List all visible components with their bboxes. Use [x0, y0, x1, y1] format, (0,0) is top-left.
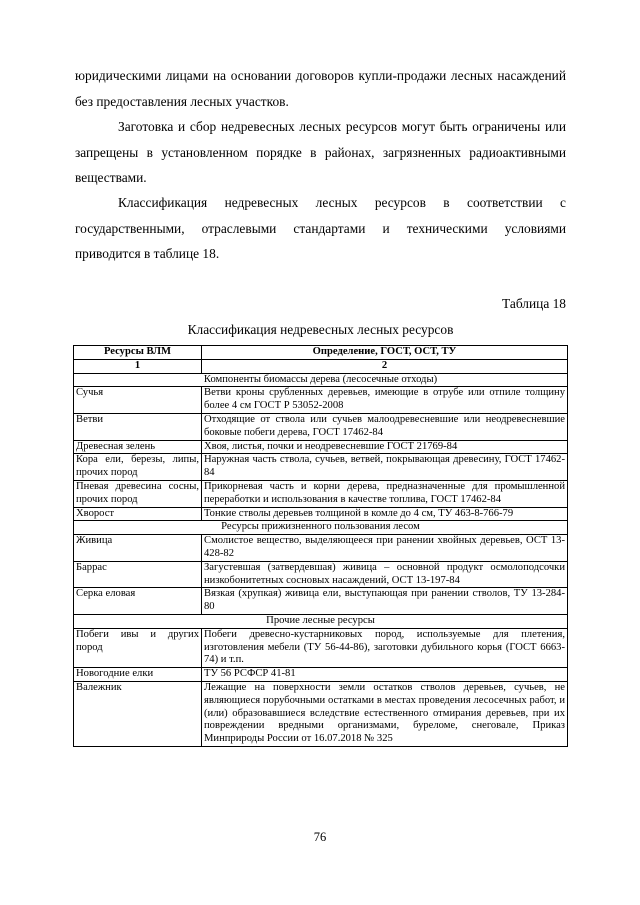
- resource-cell: Сучья: [74, 387, 202, 414]
- paragraph-3: Классификация недревесных лесных ресурсов в соответствии с государственными, отраслевыми стандартами и техническими условиями приводится в таблице 18.: [75, 195, 566, 261]
- resource-cell: Живица: [74, 535, 202, 562]
- resource-cell: Пневая древесина сосны, прочих пород: [74, 480, 202, 507]
- paragraph-2: Заготовка и сбор недревесных лесных ресурсов могут быть ограничены или запрещены в установленном порядке в районах, загрязненных радиоактивными веществами.: [75, 119, 566, 185]
- definition-cell: Смолистое вещество, выделяющееся при ранении хвойных деревьев, ОСТ 13-428-82: [202, 535, 568, 562]
- resource-cell: Побеги ивы и других пород: [74, 628, 202, 667]
- section-row: [74, 521, 568, 535]
- definition-cell: Загустевшая (затвердевшая) живица – основной продукт осмолоподсочки низкобонитетных сосновых насаждений, ОСТ 13-197-84: [202, 561, 568, 588]
- table-row: [74, 507, 568, 521]
- page-number: 76: [313, 830, 327, 844]
- table-row: [74, 387, 568, 414]
- resource-cell: Кора ели, березы, липы, прочих пород: [74, 454, 202, 481]
- table-row: [74, 628, 568, 667]
- resource-cell: Древесная зелень: [74, 440, 202, 454]
- table-label: Таблица 18: [502, 296, 566, 311]
- section-title: Ресурсы прижизненного пользования лесом: [74, 521, 568, 535]
- table-caption: Классификация недревесных лесных ресурсов: [187, 322, 454, 337]
- resource-cell: Валежник: [74, 681, 202, 746]
- resource-cell: Серка еловая: [74, 588, 202, 615]
- table-row: [74, 440, 568, 454]
- section-row: [74, 373, 568, 387]
- table-row: [74, 413, 568, 440]
- definition-cell: Хвоя, листья, почки и неодревесневшие ГОСТ 21769-84: [202, 440, 568, 454]
- column-number-row: [74, 359, 568, 373]
- table-header-row: [74, 346, 568, 360]
- definition-cell: Вязкая (хрупкая) живица ели, выступающая при ранении стволов, ТУ 13-284-80: [202, 588, 568, 615]
- resource-cell: Новогодние елки: [74, 668, 202, 682]
- definition-cell: Ветви кроны срубленных деревьев, имеющие в отрубе или отпиле толщину более 4 см ГОСТ Р 53052-2008: [202, 387, 568, 414]
- table-row: [74, 480, 568, 507]
- column-number-1: 1: [74, 359, 202, 373]
- table-row: [74, 668, 568, 682]
- definition-cell: Побеги древесно-кустарниковых пород, используемые для плетения, изготовления мебели (ТУ 56-44-86), заготовки дубильного корья (ГОСТ 6663-74) и т.п.: [202, 628, 568, 667]
- header-definition: Определение, ГОСТ, ОСТ, ТУ: [202, 346, 568, 360]
- table-row: [74, 454, 568, 481]
- header-resources: Ресурсы ВЛМ: [74, 346, 202, 360]
- section-title: Компоненты биомассы дерева (лесосечные отходы): [74, 373, 568, 387]
- table-row: [74, 535, 568, 562]
- section-row: [74, 614, 568, 628]
- definition-cell: Наружная часть ствола, сучьев, ветвей, покрывающая древесину, ГОСТ 17462-84: [202, 454, 568, 481]
- resource-cell: Ветви: [74, 413, 202, 440]
- section-title: Прочие лесные ресурсы: [74, 614, 568, 628]
- paragraph-1: юридическими лицами на основании договоров купли-продажи лесных насаждений без предоставления лесных участков.: [75, 68, 566, 109]
- resource-cell: Баррас: [74, 561, 202, 588]
- classification-table: [73, 345, 568, 747]
- definition-cell: Тонкие стволы деревьев толщиной в комле до 4 см, ТУ 463-8-766-79: [202, 507, 568, 521]
- table-row: [74, 681, 568, 746]
- table-row: [74, 588, 568, 615]
- definition-cell: ТУ 56 РСФСР 41-81: [202, 668, 568, 682]
- column-number-2: 2: [202, 359, 568, 373]
- definition-cell: Прикорневая часть и корни дерева, предназначенные для промышленной переработки и использования в качестве топлива, ГОСТ 17462-84: [202, 480, 568, 507]
- resource-cell: Хворост: [74, 507, 202, 521]
- table-row: [74, 561, 568, 588]
- definition-cell: Отходящие от ствола или сучьев малоодревесневшие или неодревесневшие боковые побеги дерева, ГОСТ 17462-84: [202, 413, 568, 440]
- definition-cell: Лежащие на поверхности земли остатков стволов деревьев, сучьев, не являющиеся порубочными остатками в местах проведения лесосечных работ, и (или) образовавшиеся вследствие естественного отмирания деревьев, при их повреждении вредными организмами, буреломе, снеговале, Приказ Минприроды России от 16.07.2018 № 325: [202, 681, 568, 746]
